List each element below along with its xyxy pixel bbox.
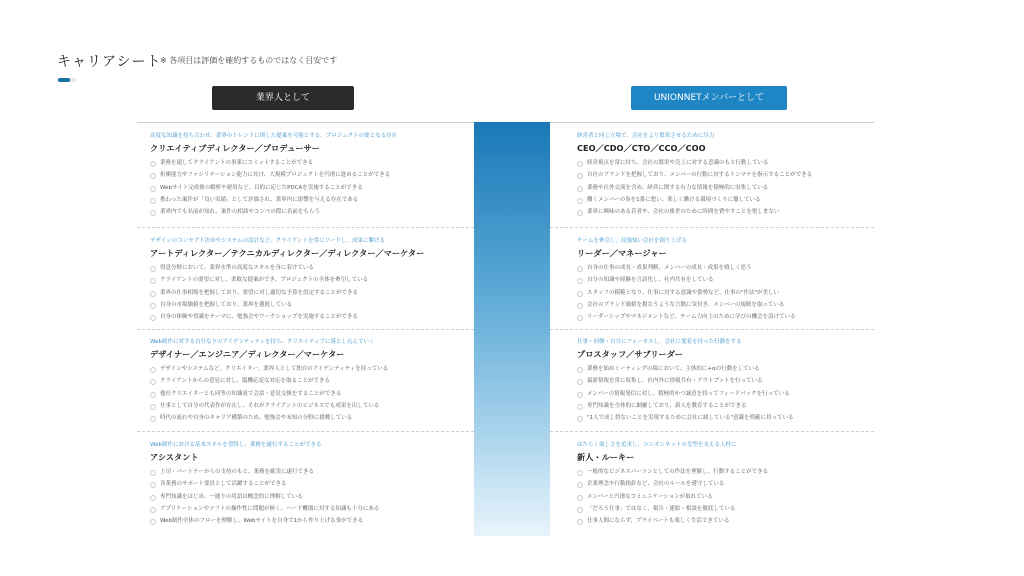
bullet-icon (577, 186, 583, 192)
section-role: アートディレクター／テクニカルディレクター／ディレクター／マーケター (150, 248, 425, 258)
career-level-section (150, 337, 474, 424)
bullet-icon (577, 379, 583, 385)
bullet-icon (577, 367, 583, 373)
bullet-icon (577, 392, 583, 398)
criteria-item: 折衝能力やファシリテーション能力に長け、大規模プロジェクトを円滑に進めることができる (150, 169, 474, 181)
criteria-item: 業務を通してクライアントの事業にコミットすることができる (150, 157, 474, 169)
bullet-icon (577, 507, 583, 513)
bullet-icon (150, 186, 156, 192)
criteria-item: "1人で成し得ないことを実現するために会社に属している"意識を明確に持っている (577, 412, 874, 424)
industry-column-header: 業界人として (212, 86, 354, 110)
section-subtitle: Web制作における基本スキルを習得し、業務を遂行することができる (150, 442, 322, 448)
section-role: プロスタッフ／サブリーダー (577, 349, 684, 359)
bullet-icon (150, 404, 156, 410)
criteria-item: 業界に興味のある若者や、会社の後世のために時間を費やすことを惜しまない (577, 206, 874, 218)
career-level-section (577, 131, 874, 218)
section-role: アシスタント (150, 452, 199, 462)
criteria-item: 自身の市場価値を把握しており、業界を邁進している (150, 299, 474, 311)
criteria-item: 業務や社外交流を含め、経営に関する有力な情報を積極的に収集している (577, 182, 874, 194)
row-divider (137, 431, 474, 432)
bullet-icon (150, 470, 156, 476)
criteria-item: 得意分野において、業界水準の高度なスキルを身に着けている (150, 262, 474, 274)
bullet-icon (577, 266, 583, 272)
criteria-item: 自身の仕事の成長・成果判断、メンバーの成長・成果を嬉しく思う (577, 262, 874, 274)
bullet-icon (577, 161, 583, 167)
bullet-icon (577, 416, 583, 422)
page-indicator (58, 78, 76, 82)
criteria-item: Webサイト完成後の解析や運用など、目的に応じたPDCAを実施することができる (150, 182, 474, 194)
criteria-item: 自社のブランドを把握しており、メンバーの行動に対するトンマナを指示することができる (577, 169, 874, 181)
career-level-section (577, 236, 874, 323)
criteria-item: 一般的なビジネスパーソンとしての作法を理解し、行動することができる (577, 466, 874, 478)
bullet-icon (577, 210, 583, 216)
bullet-icon (150, 198, 156, 204)
bullet-icon (150, 367, 156, 373)
criteria-item: メンバーと円滑なコミュニケーションが取れている (577, 491, 874, 503)
criteria-item: 専門知識を全体的に網羅しており、新人を教育することができる (577, 400, 874, 412)
bullet-icon (150, 507, 156, 513)
criteria-item: 「だろう仕事」ではなく、報告・連絡・相談を徹底している (577, 503, 874, 515)
center-gradient-band (474, 122, 550, 536)
bullet-icon (577, 470, 583, 476)
section-role: 新人・ルーキー (577, 452, 635, 462)
section-subtitle: 高度な知識を持ち合わせ、業界のトレンドに則した提案を可能とする、プロジェクトの要となる存在 (150, 133, 398, 139)
section-subtitle: チームを牽引し、屈強強い会社を創り上げる (577, 238, 688, 244)
career-level-section (150, 440, 474, 527)
section-subtitle: Web制作に対する自分なりのアイデンティティを持ち、クリエイティブに落とし込んでいく (150, 339, 375, 345)
bullet-icon (150, 495, 156, 501)
page-indicator-active (58, 78, 70, 82)
section-subtitle: はたらく楽しさを追求し、ユニオンネットの皇型を支える人材に (577, 442, 737, 448)
criteria-item: 各業務のサポート要員として活躍することができる (150, 478, 474, 490)
career-level-section (577, 337, 874, 424)
section-role: クリエイティブディレクター／プロデューサー (150, 143, 320, 153)
criteria-item: 仕事人間にならず、プライベートも楽しく生活できている (577, 515, 874, 527)
row-divider (550, 329, 874, 330)
bullet-icon (150, 161, 156, 167)
career-level-section (150, 131, 474, 218)
career-level-section (150, 236, 474, 323)
bullet-icon (150, 392, 156, 398)
section-role: リーダー／マネージャー (577, 248, 667, 258)
bullet-icon (577, 291, 583, 297)
bullet-icon (577, 198, 583, 204)
criteria-item: クライアントからの意見に対し、臨機応変な対応を取ることができる (150, 375, 474, 387)
criteria-item: メンバーの情報発信に対し、積極的かつ誠意を持ってフィードバックを行っている (577, 388, 874, 400)
bullet-icon (150, 266, 156, 272)
criteria-item: 自身の体験や得識をテーマに、勉強会やワークショップを実施することができる (150, 311, 474, 323)
bullet-icon (150, 173, 156, 179)
bullet-icon (577, 519, 583, 525)
criteria-item: 時代の流れや自身のキャリア構築のため、勉強会や未知の分野に挑戦している (150, 412, 474, 424)
bullet-icon (150, 210, 156, 216)
row-divider (550, 227, 874, 228)
bullet-icon (577, 495, 583, 501)
criteria-item: 最新情報を常に収集し、社内外に情報共有・アウトプットを行っている (577, 375, 874, 387)
career-level-section (577, 440, 874, 527)
row-divider (550, 431, 874, 432)
section-subtitle: 経営者と同じ立場で、会社をより繁栄させるために尽力 (577, 133, 715, 139)
criteria-item: 業界の仕事相場を把握しており、要望に対し適切な予算を設定することができる (150, 287, 474, 299)
bullet-icon (150, 303, 156, 309)
section-subtitle: 仕事・同僚・自分にフォーカスし、会社に愛着を持った行動をする (577, 339, 742, 345)
bullet-icon (150, 379, 156, 385)
member-column-header: UNIONNETメンバーとして (631, 86, 787, 110)
bullet-icon (150, 519, 156, 525)
bullet-icon (150, 416, 156, 422)
section-role: デザイナー／エンジニア／ディレクター／マーケター (150, 349, 345, 359)
criteria-item: デザインやシステムなど、クリエイター、業界人として独自のアイデンティティを持っている (150, 363, 474, 375)
bullet-icon (150, 291, 156, 297)
criteria-item: 働くメンバーの事を1番に想い、楽しく働ける環境づくりに徹している (577, 194, 874, 206)
criteria-item: 会社のブランド価値を損なうような言動に気付き、メンバーの規制を取っている (577, 299, 874, 311)
bullet-icon (577, 278, 583, 284)
criteria-item: 仕事として自分の代表作が存在し、それがクライアントのビジネスでも成果を出している (150, 400, 474, 412)
bullet-icon (577, 482, 583, 488)
bullet-icon (577, 303, 583, 309)
criteria-item: スタッフの模範となり、仕事に対する意識や姿勢など、仕事の"作法"が美しい (577, 287, 874, 299)
bullet-icon (577, 315, 583, 321)
section-subtitle: デザインのコンセプト決めやシステムの設計など、クライアントを常にリードし、成果に繋げる (150, 238, 386, 244)
row-divider (137, 227, 474, 228)
criteria-item: リーダーシップやマネジメントなど、チーム力向上のために学びの機会を設けている (577, 311, 874, 323)
bullet-icon (150, 278, 156, 284)
page-title: キャリアシート (57, 54, 162, 70)
row-divider (137, 329, 474, 330)
criteria-item: 業務を始めミーティングの場において、主体的に+αの行動をしている (577, 363, 874, 375)
criteria-item: 自分の知識や経験を言語化し、社内共有をしている (577, 274, 874, 286)
criteria-item: 経営視点を常に持ち、会社の繁栄や売上に対する意識のもと行動している (577, 157, 874, 169)
criteria-item: 企業理念や行動指針など、会社のルールを遵守している (577, 478, 874, 490)
criteria-item: アプリケーションやソフトの操作性に問題が無く、ハード機器に対する知識も十分にある (150, 503, 474, 515)
criteria-item: 他社クリエイターとも同等の知識量で会話・意見交換をすることができる (150, 388, 474, 400)
criteria-item: 上司・パートナーからの支持のもと、業務を確実に遂行できる (150, 466, 474, 478)
criteria-item: 業界内でも名前が知れ、案件の相談やコンペの際に名前をもらう (150, 206, 474, 218)
bullet-icon (577, 404, 583, 410)
bullet-icon (150, 482, 156, 488)
criteria-item: 専門知識をはじめ、一通りの用語は概念的に理解している (150, 491, 474, 503)
bullet-icon (150, 315, 156, 321)
criteria-item: 携わった案件が「良い実績」として評価され、業界内に影響を与える存在である (150, 194, 474, 206)
criteria-item: クライアントの要望に対し、柔軟な提案ができ、プロジェクトの全体を牽引している (150, 274, 474, 286)
page-note: ※ 各項目は評価を確約するものではなく目安です (160, 56, 338, 65)
bullet-icon (577, 173, 583, 179)
criteria-item: Web制作全体のフローを理解し、Webサイトを自身で1から作り上げる事ができる (150, 515, 474, 527)
section-role: CEO／CDO／CTO／CCO／COO (577, 143, 706, 153)
